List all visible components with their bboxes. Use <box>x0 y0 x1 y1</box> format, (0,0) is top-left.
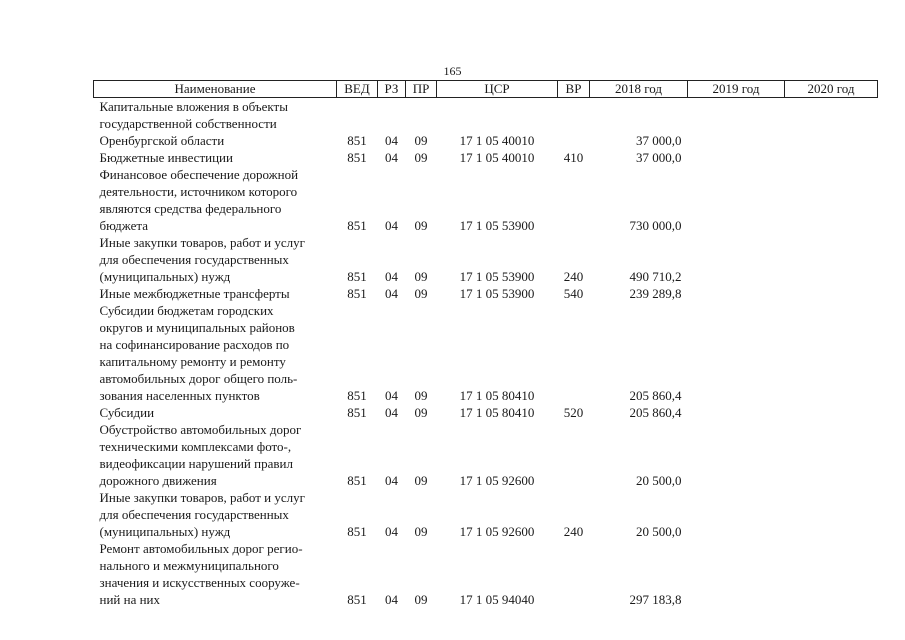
row-name-line: (муниципальных) нужд <box>99 524 231 539</box>
row-name <box>94 98 337 150</box>
row-csr: 17 1 05 92600 <box>459 473 535 488</box>
table-row <box>94 166 878 234</box>
row-ved: 851 <box>347 388 367 403</box>
row-name-line: Ремонт автомобильных дорог регио- <box>99 541 303 556</box>
row-ved: 851 <box>347 405 367 420</box>
row-csr: 17 1 05 40010 <box>459 150 535 165</box>
row-2018-amount: 37 000,0 <box>636 133 682 148</box>
table-row <box>94 98 878 150</box>
row-name <box>94 285 337 302</box>
row-name <box>94 540 337 608</box>
row-name-line: зования населенных пунктов <box>99 388 260 403</box>
row-vr: 410 <box>563 150 584 165</box>
row-2019-amount <box>688 404 785 421</box>
row-name <box>94 489 337 540</box>
row-name-line: Бюджетные инвестиции <box>99 150 233 165</box>
row-name-line: дорожного движения <box>99 473 217 488</box>
table-row <box>94 404 878 421</box>
row-vr <box>558 302 590 404</box>
row-name <box>94 149 337 166</box>
row-vr: 520 <box>563 405 584 420</box>
row-name-line: (муниципальных) нужд <box>99 269 231 284</box>
row-ved: 851 <box>347 269 367 284</box>
table-row <box>94 302 878 404</box>
row-2019-amount <box>688 98 785 150</box>
row-2018-amount: 20 500,0 <box>636 524 682 539</box>
row-csr: 17 1 05 53900 <box>459 286 535 301</box>
row-2019-amount <box>688 149 785 166</box>
row-pr: 09 <box>414 388 428 403</box>
row-rz: 04 <box>385 388 398 403</box>
row-rz: 04 <box>385 473 398 488</box>
row-2018-amount: 730 000,0 <box>629 218 682 233</box>
row-2020-amount <box>785 285 878 302</box>
row-name-line: Финансовое обеспечение дорожной <box>99 167 299 182</box>
row-rz: 04 <box>385 150 398 165</box>
row-pr: 09 <box>414 218 428 233</box>
row-name-line: округов и муниципальных районов <box>99 320 295 335</box>
row-vr: 240 <box>563 524 584 539</box>
row-name-line: Иные межбюджетные трансферты <box>99 286 290 301</box>
row-2019-amount <box>688 285 785 302</box>
row-name-line: ний на них <box>99 592 161 607</box>
row-vr: 240 <box>563 269 584 284</box>
header-rz: РЗ <box>378 81 406 98</box>
row-name-line: Оренбургской области <box>99 133 225 148</box>
row-vr: 540 <box>563 286 584 301</box>
row-csr: 17 1 05 80410 <box>459 405 535 420</box>
row-ved: 851 <box>347 218 367 233</box>
row-pr: 09 <box>414 150 428 165</box>
row-ved: 851 <box>347 150 367 165</box>
row-2020-amount <box>785 149 878 166</box>
row-name-line: Субсидии бюджетам городских <box>99 303 274 318</box>
row-ved: 851 <box>347 592 367 607</box>
row-name-line: для обеспечения государственных <box>99 252 289 267</box>
row-rz: 04 <box>385 405 398 420</box>
row-2020-amount <box>785 421 878 489</box>
row-csr: 17 1 05 80410 <box>459 388 535 403</box>
row-pr: 09 <box>414 405 428 420</box>
row-ved: 851 <box>347 286 367 301</box>
row-csr: 17 1 05 94040 <box>459 592 535 607</box>
row-name <box>94 234 337 285</box>
row-2019-amount <box>688 302 785 404</box>
row-vr <box>558 98 590 150</box>
row-rz: 04 <box>385 524 398 539</box>
row-rz: 04 <box>385 286 398 301</box>
row-2018-amount: 37 000,0 <box>636 150 682 165</box>
row-name-line: нального и межмуниципального <box>99 558 279 573</box>
table-row <box>94 234 878 285</box>
row-name-line: значения и искусственных сооруже- <box>99 575 300 590</box>
header-csr: ЦСР <box>437 81 558 98</box>
row-pr: 09 <box>414 524 428 539</box>
row-2020-amount <box>785 404 878 421</box>
row-csr: 17 1 05 92600 <box>459 524 535 539</box>
row-name-line: государственной собственности <box>99 116 277 131</box>
table-header-row <box>94 81 878 98</box>
row-name-line: бюджета <box>99 218 148 233</box>
row-name-line: на софинансирование расходов по <box>99 337 290 352</box>
row-csr: 17 1 05 40010 <box>459 133 535 148</box>
row-name-line: Обустройство автомобильных дорог <box>99 422 302 437</box>
row-pr: 09 <box>414 286 428 301</box>
row-2018-amount: 297 183,8 <box>629 592 682 607</box>
row-name-line: капитальному ремонту и ремонту <box>99 354 286 369</box>
row-pr: 09 <box>414 473 428 488</box>
row-csr: 17 1 05 53900 <box>459 218 535 233</box>
row-ved: 851 <box>347 473 367 488</box>
row-name-line: деятельности, источником которого <box>99 184 298 199</box>
row-name-line: Капитальные вложения в объекты <box>99 99 288 114</box>
row-2018-amount: 490 710,2 <box>629 269 682 284</box>
table-row <box>94 540 878 608</box>
row-name-line: Субсидии <box>99 405 155 420</box>
header-vr: ВР <box>558 81 590 98</box>
row-name-line: техническими комплексами фото-, <box>99 439 292 454</box>
row-ved: 851 <box>347 133 367 148</box>
header-2019: 2019 год <box>688 81 785 98</box>
row-name-line: видеофиксации нарушений правил <box>99 456 293 471</box>
row-name-line: являются средства федерального <box>99 201 282 216</box>
row-name-line: для обеспечения государственных <box>99 507 289 522</box>
row-2019-amount <box>688 421 785 489</box>
page-number: 165 <box>443 64 462 78</box>
row-name <box>94 166 337 234</box>
row-name <box>94 421 337 489</box>
row-vr <box>558 540 590 608</box>
row-pr: 09 <box>414 592 428 607</box>
header-pr: ПР <box>406 81 437 98</box>
row-name-line: Иные закупки товаров, работ и услуг <box>99 235 305 250</box>
row-name <box>94 302 337 404</box>
row-pr: 09 <box>414 133 428 148</box>
row-name-line: автомобильных дорог общего поль- <box>99 371 298 386</box>
row-rz: 04 <box>385 218 398 233</box>
row-2019-amount <box>688 540 785 608</box>
row-vr <box>558 166 590 234</box>
row-2020-amount <box>785 98 878 150</box>
row-name-line: Иные закупки товаров, работ и услуг <box>99 490 305 505</box>
row-2020-amount <box>785 166 878 234</box>
table-row <box>94 489 878 540</box>
row-2018-amount: 20 500,0 <box>636 473 682 488</box>
table-row <box>94 285 878 302</box>
row-name <box>94 404 337 421</box>
table-row <box>94 421 878 489</box>
row-ved: 851 <box>347 524 367 539</box>
table-row <box>94 149 878 166</box>
row-2020-amount <box>785 302 878 404</box>
header-2020: 2020 год <box>785 81 878 98</box>
row-rz: 04 <box>385 269 398 284</box>
table-body <box>94 98 878 609</box>
row-vr <box>558 421 590 489</box>
row-2020-amount <box>785 489 878 540</box>
row-2018-amount: 239 289,8 <box>629 286 682 301</box>
row-pr: 09 <box>414 269 428 284</box>
row-rz: 04 <box>385 133 398 148</box>
row-csr: 17 1 05 53900 <box>459 269 535 284</box>
row-2018-amount: 205 860,4 <box>629 388 682 403</box>
row-rz: 04 <box>385 592 398 607</box>
budget-table <box>93 80 878 608</box>
header-2018: 2018 год <box>590 81 688 98</box>
header-name: Наименование <box>94 81 337 98</box>
row-2020-amount <box>785 540 878 608</box>
row-2019-amount <box>688 166 785 234</box>
row-2019-amount <box>688 489 785 540</box>
row-2020-amount <box>785 234 878 285</box>
row-2018-amount: 205 860,4 <box>629 405 682 420</box>
row-2019-amount <box>688 234 785 285</box>
header-ved: ВЕД <box>337 81 378 98</box>
